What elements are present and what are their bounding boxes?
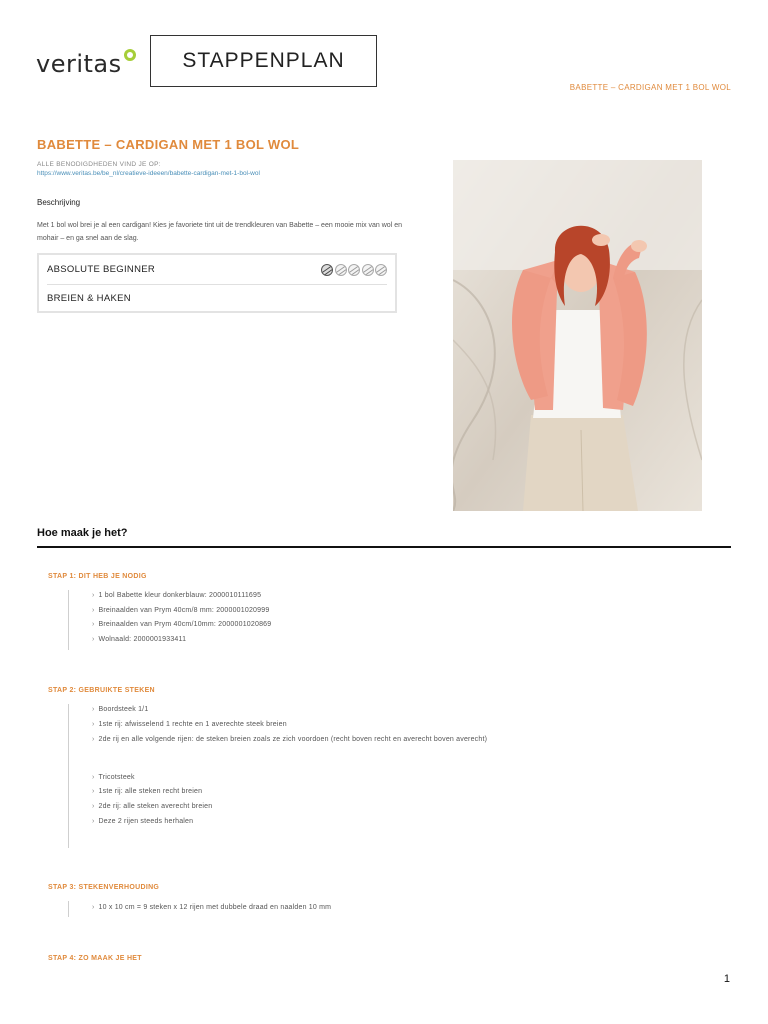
step-list-item	[92, 803, 212, 810]
step-list-item	[92, 818, 193, 825]
chevron-right-icon: ›	[92, 636, 95, 643]
chevron-right-icon: ›	[92, 736, 95, 743]
category-row	[47, 284, 387, 313]
step-list-item	[92, 774, 135, 781]
logo-dot-icon	[124, 49, 136, 61]
step-4-title: STAP 4: ZO MAAK JE HET	[48, 955, 142, 962]
supplies-label: ALLE BENODIGDHEDEN VIND JE OP:	[37, 161, 161, 168]
project-title: BABETTE – CARDIGAN MET 1 BOL WOL	[37, 137, 300, 152]
step-3-title: STAP 3: STEKENVERHOUDING	[48, 884, 160, 891]
step-1-bar	[68, 590, 69, 650]
yarn-ball-icon	[321, 264, 333, 276]
step-item-text: Tricotsteek	[98, 774, 135, 781]
step-list-item	[92, 736, 487, 743]
chevron-right-icon: ›	[92, 818, 95, 825]
description-text: Met 1 bol wol brei je al een cardigan! Kies je favoriete tint uit de trendkleuren van Babette – een mooie mix van wol en mohair – en ga snel aan de slag.	[37, 222, 402, 242]
step-2-title: STAP 2: GEBRUIKTE STEKEN	[48, 687, 155, 694]
chevron-right-icon: ›	[92, 803, 95, 810]
page-number: 1	[723, 973, 730, 985]
step-item-text: 1ste rij: afwisselend 1 rechte en 1 averechte steek breien	[98, 721, 287, 728]
chevron-right-icon: ›	[92, 788, 95, 795]
model-wearing-cardigan-image	[453, 160, 702, 511]
description-heading: Beschrijving	[37, 198, 81, 207]
chevron-right-icon: ›	[92, 774, 95, 781]
step-item-text: Boordsteek 1/1	[98, 706, 149, 713]
step-item-text: 10 x 10 cm = 9 steken x 12 rijen met dubbele draad en naalden 10 mm	[98, 904, 332, 911]
step-list-item	[92, 706, 148, 713]
step-item-text: Breinaalden van Prym 40cm/8 mm: 2000001020999	[98, 607, 270, 614]
step-item-text: Breinaalden van Prym 40cm/10mm: 2000001020869	[98, 621, 272, 628]
how-to-heading: Hoe maak je het?	[37, 527, 128, 539]
yarn-ball-icon	[375, 264, 387, 276]
step-list-item	[92, 621, 271, 628]
step-item-text: 2de rij: alle steken averecht breien	[98, 803, 213, 810]
step-list-item	[92, 607, 269, 614]
step-2-bar	[68, 704, 69, 848]
step-3-bar	[68, 901, 69, 917]
category-label: BREIEN & HAKEN	[47, 293, 131, 304]
supplies-link[interactable]: https://www.veritas.be/be_nl/creatieve-ideeen/babette-cardigan-met-1-bol-wol	[37, 170, 260, 177]
difficulty-rating	[321, 264, 387, 276]
step-list-item	[92, 592, 261, 599]
step-item-text: 1 bol Babette kleur donkerblauw: 2000010111695	[98, 592, 262, 599]
step-list-item	[92, 904, 331, 911]
step-item-text: 1ste rij: alle steken recht breien	[98, 788, 203, 795]
step-item-text: Deze 2 rijen steeds herhalen	[98, 818, 194, 825]
chevron-right-icon: ›	[92, 621, 95, 628]
yarn-ball-icon	[348, 264, 360, 276]
step-list-item	[92, 636, 186, 643]
section-divider	[37, 546, 731, 548]
step-1-title: STAP 1: DIT HEB JE NODIG	[48, 573, 147, 580]
chevron-right-icon: ›	[92, 706, 95, 713]
yarn-ball-icon	[335, 264, 347, 276]
level-label: ABSOLUTE BEGINNER	[47, 264, 156, 275]
step-item-text: Wolnaald: 2000001933411	[98, 636, 187, 643]
level-row	[47, 255, 387, 285]
chevron-right-icon: ›	[92, 607, 95, 614]
chevron-right-icon: ›	[92, 721, 95, 728]
yarn-ball-icon	[362, 264, 374, 276]
step-list-item	[92, 788, 202, 795]
veritas-logo: veritas	[36, 50, 122, 78]
page-title-box: STAPPENPLAN	[150, 35, 377, 87]
chevron-right-icon: ›	[92, 904, 95, 911]
header-project-name: BABETTE – CARDIGAN MET 1 BOL WOL	[569, 83, 731, 92]
step-item-text: 2de rij en alle volgende rijen: de steken breien zoals ze zich voordoen (recht boven recht en averecht boven averecht)	[98, 736, 488, 743]
project-photo	[453, 160, 702, 511]
chevron-right-icon: ›	[92, 592, 95, 599]
project-info-box	[37, 253, 397, 313]
step-list-item	[92, 721, 287, 728]
